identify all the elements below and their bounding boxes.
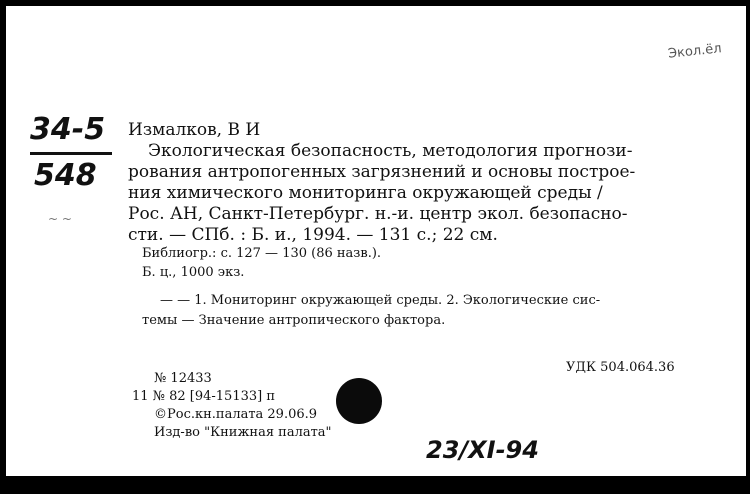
title-line-2: рования антропогенных загрязнений и основы построе- (128, 162, 636, 182)
shelfmark-bottom: 548 (34, 158, 97, 193)
title-line-3: ния химического мониторинга окружающей среды / (128, 183, 603, 203)
publisher-line: Изд-во "Книжная палата" (154, 425, 332, 440)
shelfmark-divider (30, 152, 112, 155)
title-line-1: Экологическая безопасность, методология прогнози- (148, 141, 633, 161)
ink-blot (336, 378, 382, 424)
faded-mark: ~ ~ (48, 212, 72, 226)
shelfmark-top: 34-5 (30, 112, 106, 147)
udk-code: УДК 504.064.36 (566, 360, 675, 375)
title-line-5: сти. — СПб. : Б. и., 1994. — 131 с.; 22 см. (128, 225, 498, 245)
copyright-line: ©Рос.кн.палата 29.06.9 (154, 407, 318, 422)
corner-stamp: Экол.ёл (667, 41, 723, 62)
record-number: № 12433 (154, 371, 212, 386)
entry-line: 11 № 82 [94-15133] п (132, 389, 276, 404)
subject-line-2: темы — Значение антропического фактора. (142, 313, 446, 328)
subject-line-1: — — 1. Мониторинг окружающей среды. 2. Экологические сис- (160, 293, 601, 308)
catalog-card (6, 6, 746, 476)
title-line-4: Рос. АН, Санкт-Петербург. н.-и. центр экол. безопасно- (128, 204, 628, 224)
bibliography-note: Библиогр.: с. 127 — 130 (86 назв.). (142, 246, 382, 261)
handwritten-date: 23/XI-94 (426, 436, 539, 464)
author-heading: Измалков, В И (128, 120, 261, 140)
price-edition-note: Б. ц., 1000 экз. (142, 265, 245, 280)
